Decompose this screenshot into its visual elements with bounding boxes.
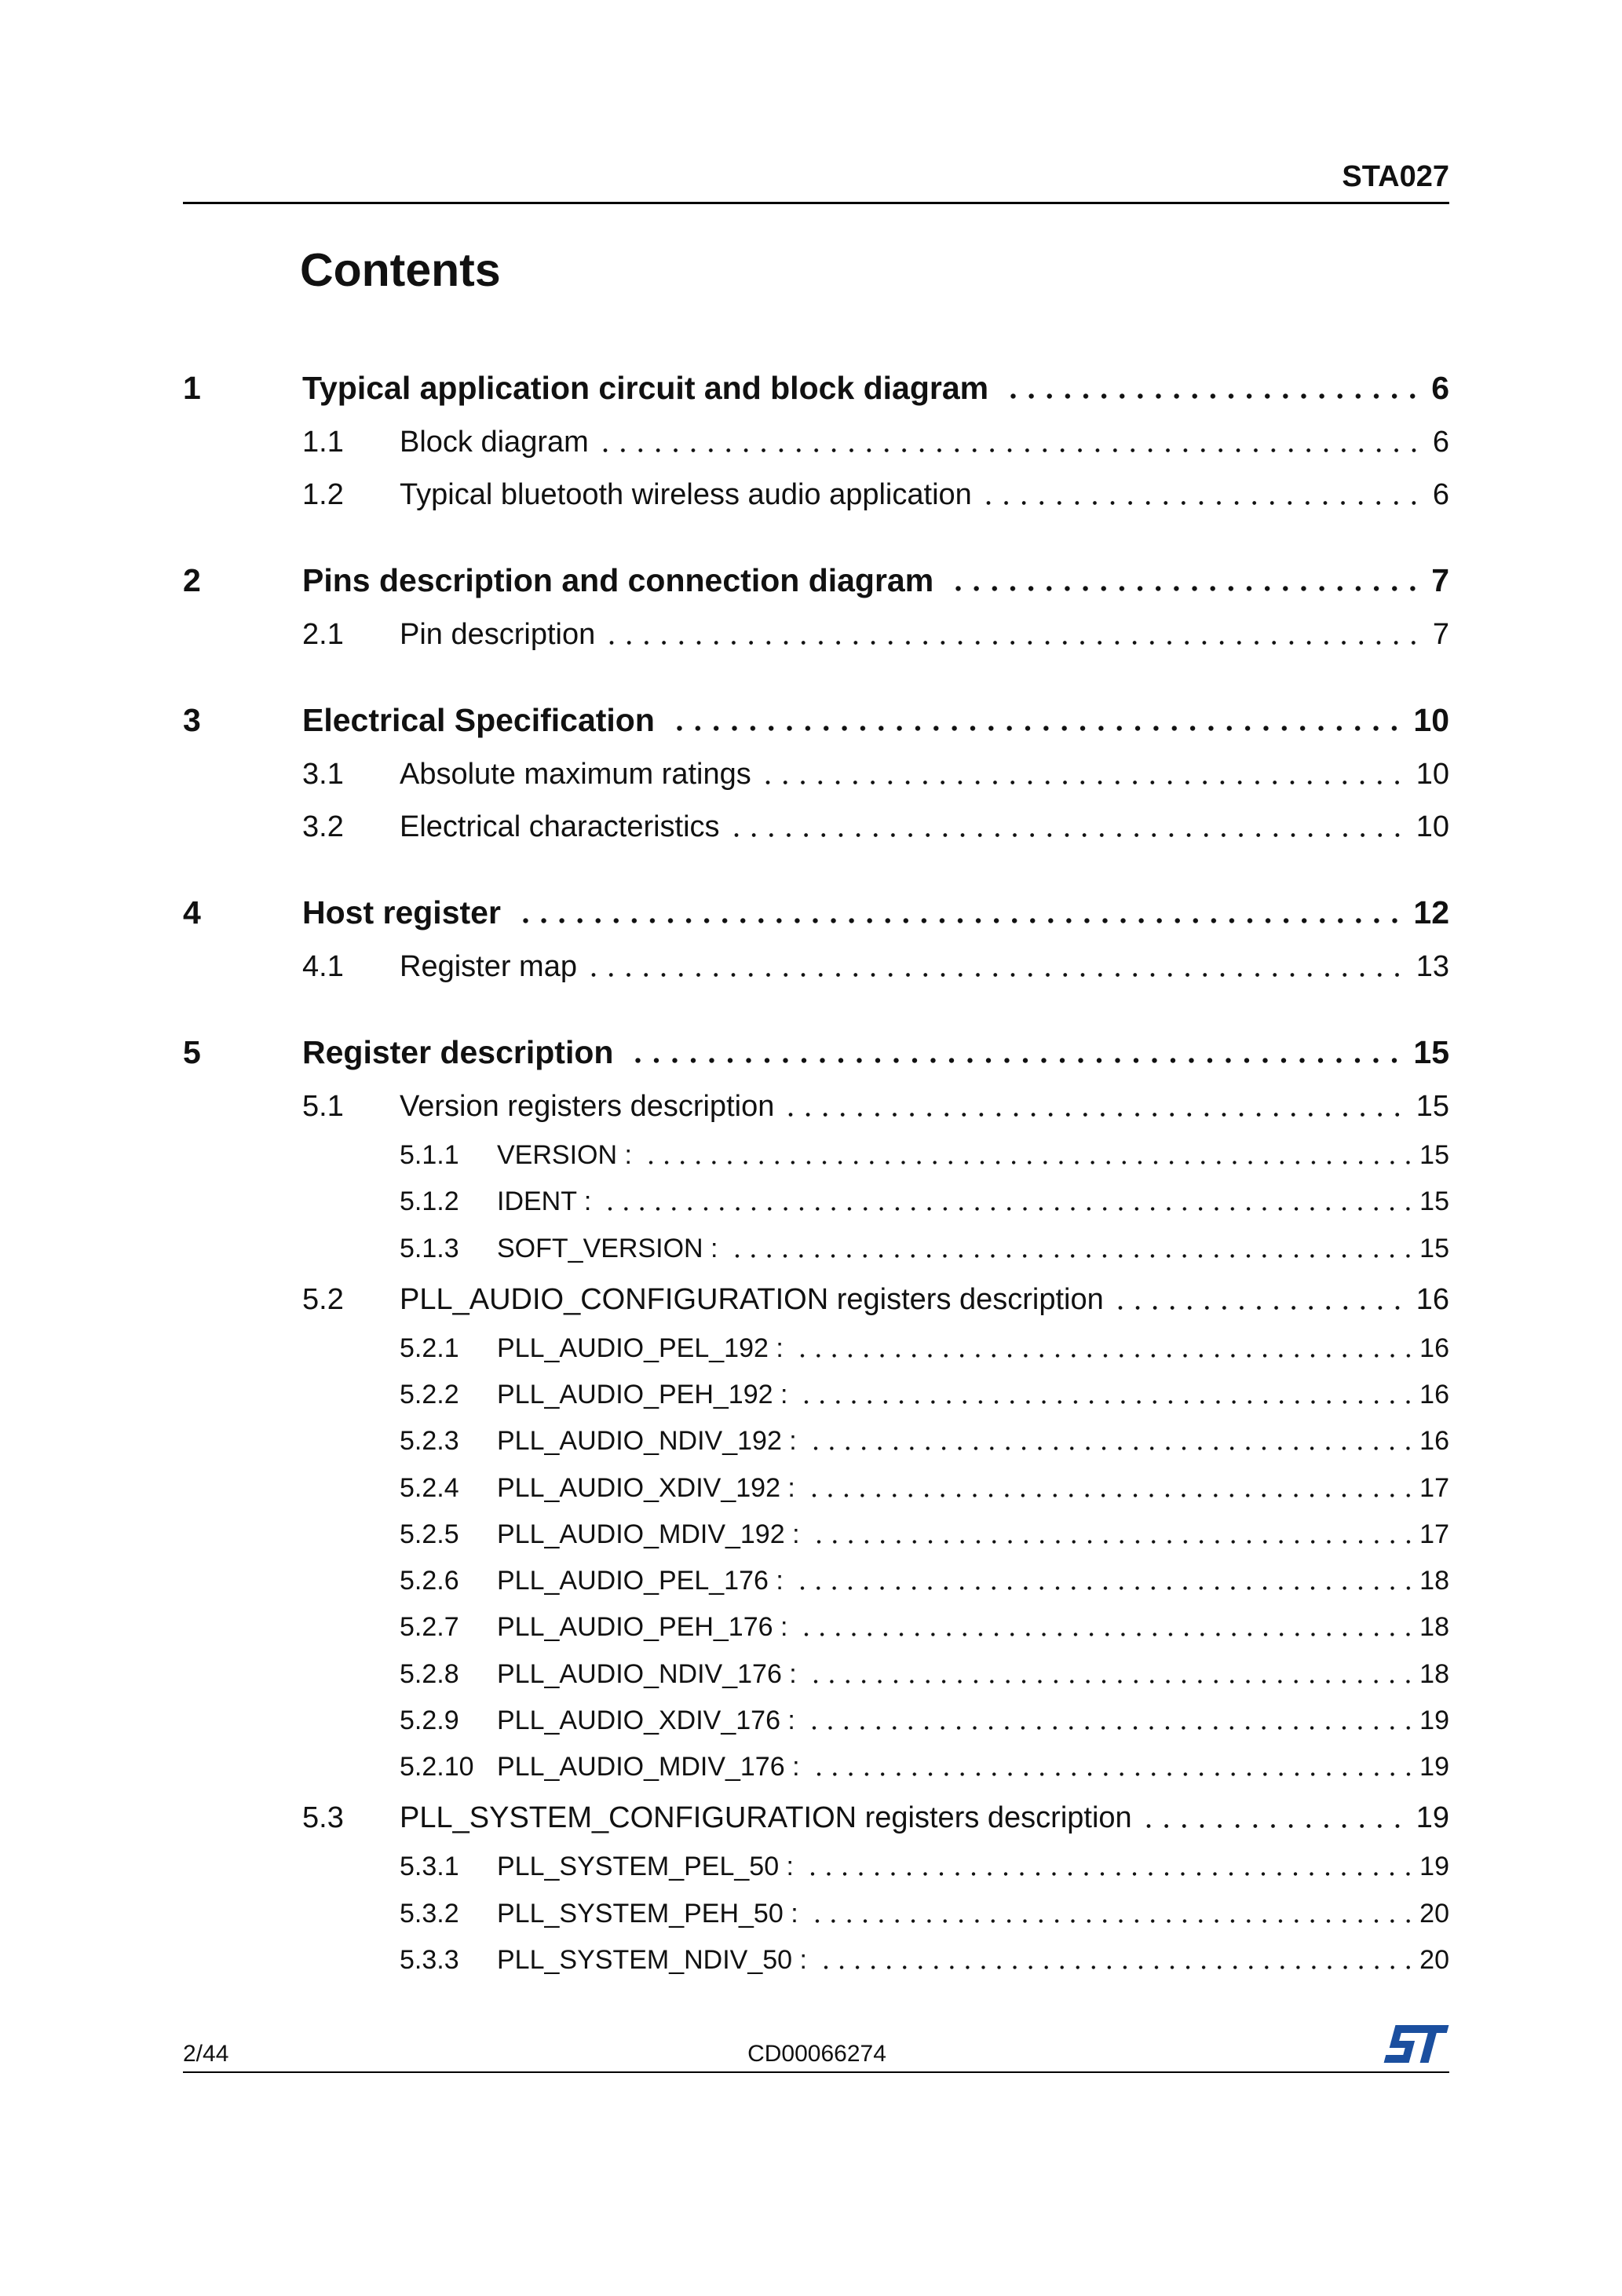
toc-entry-number: 5.3.1 [400, 1852, 459, 1882]
dot-leader [729, 1254, 1417, 1258]
dot-leader [805, 1872, 1416, 1876]
dot-leader [811, 1540, 1417, 1544]
toc-entry-title: SOFT_VERSION : [497, 1233, 718, 1263]
toc-entry-number: 5.2.6 [400, 1566, 459, 1596]
dot-leader [818, 1965, 1416, 1969]
toc-entry-5-1-2[interactable] [400, 1178, 1449, 1225]
toc-entry-number: 5.2.4 [400, 1472, 459, 1503]
footer-rule [183, 2071, 1449, 2073]
toc-entry-5-3-1[interactable] [400, 1843, 1449, 1890]
toc-entry-page: 6 [1431, 370, 1449, 406]
dot-leader [808, 1446, 1416, 1450]
toc-entry-number: 1.2 [302, 478, 344, 511]
toc-entry-title: PLL_AUDIO_NDIV_176 : [497, 1658, 797, 1689]
toc-entry-title: PLL_SYSTEM_PEH_50 : [497, 1898, 798, 1929]
toc-entry-number: 5.2.10 [400, 1752, 474, 1782]
toc-entry-5-1-1[interactable] [400, 1132, 1449, 1179]
toc-entry-number: 5.2.1 [400, 1333, 459, 1363]
dot-leader [798, 1400, 1416, 1404]
toc-entry-4[interactable] [183, 889, 1449, 936]
toc-entry-5-2-6[interactable] [400, 1557, 1449, 1604]
toc-entry-title: PLL_AUDIO_PEH_176 : [497, 1612, 788, 1643]
toc-entry-page: 20 [1419, 1944, 1449, 1975]
toc-entry-page: 16 [1419, 1333, 1449, 1363]
toc-entry-page: 6 [1432, 426, 1449, 459]
dot-leader [806, 1726, 1416, 1730]
dot-leader [980, 501, 1423, 505]
dot-leader [670, 726, 1404, 731]
toc-entry-title: Version registers description [400, 1090, 775, 1123]
document-id: STA027 [1342, 160, 1449, 193]
dot-leader [798, 1632, 1416, 1636]
dot-leader [585, 973, 1406, 977]
toc-entry-2[interactable] [183, 557, 1449, 604]
dot-leader [643, 1161, 1416, 1164]
toc-entry-title: PLL_AUDIO_PEL_176 : [497, 1566, 784, 1596]
toc-entry-number: 2.1 [302, 618, 344, 651]
toc-entry-number: 5.3.2 [400, 1898, 459, 1929]
dot-leader [517, 918, 1404, 923]
toc-entry-title: Pins description and connection diagram [302, 562, 934, 598]
toc-entry-title: Block diagram [400, 426, 589, 459]
toc-entry-page: 10 [1413, 702, 1449, 738]
dot-leader [1140, 1824, 1406, 1828]
toc-entry-5-2[interactable] [302, 1276, 1449, 1323]
document-code: CD00066274 [747, 2041, 886, 2067]
toc-entry-page: 15 [1419, 1186, 1449, 1217]
toc-entry-page: 15 [1413, 1034, 1449, 1070]
dot-leader [782, 1113, 1405, 1117]
toc-entry-1-1[interactable] [302, 419, 1449, 466]
toc-entry-page: 19 [1419, 1706, 1449, 1735]
toc-entry-page: 18 [1419, 1612, 1449, 1643]
toc-entry-title: PLL_AUDIO_CONFIGURATION registers description [400, 1282, 1104, 1316]
toc-entry-number: 5.2.7 [400, 1612, 459, 1643]
toc-entry-5-2-9[interactable] [400, 1697, 1449, 1744]
toc-entry-number: 5.1.3 [400, 1233, 459, 1263]
toc-entry-number: 3.2 [302, 810, 344, 843]
toc-entry-5-3[interactable] [302, 1794, 1449, 1841]
toc-entry-page: 6 [1432, 478, 1449, 511]
toc-entry-5-2-5[interactable] [400, 1511, 1449, 1558]
toc-entry-title: VERSION : [497, 1140, 632, 1170]
toc-entry-number: 3 [183, 702, 201, 738]
toc-entry-5-2-2[interactable] [400, 1371, 1449, 1418]
toc-entry-page: 7 [1431, 562, 1449, 598]
page-title: Contents [300, 244, 501, 296]
toc-entry-title: PLL_AUDIO_XDIV_192 : [497, 1472, 795, 1503]
toc-entry-number: 5.2 [302, 1282, 344, 1316]
toc-entry-page: 12 [1413, 894, 1449, 930]
toc-entry-5-2-3[interactable] [400, 1417, 1449, 1464]
toc-entry-page: 15 [1419, 1233, 1449, 1263]
st-logo-t-stem [1420, 2033, 1437, 2063]
toc-entry-title: PLL_AUDIO_PEL_192 : [497, 1333, 784, 1363]
toc-entry-5-2-7[interactable] [400, 1603, 1449, 1651]
toc-entry-title: Register description [302, 1034, 614, 1070]
toc-entry-5-2-4[interactable] [400, 1464, 1449, 1512]
page-number: 2/44 [183, 2041, 229, 2067]
toc-entry-5[interactable] [183, 1029, 1449, 1076]
toc-entry-number: 4.1 [302, 950, 344, 983]
toc-entry-5-1-3[interactable] [400, 1225, 1449, 1272]
toc-entry-number: 3.1 [302, 758, 344, 791]
toc-entry-page: 19 [1416, 1801, 1449, 1835]
toc-entry-title: Host register [302, 894, 501, 930]
toc-entry-5-3-3[interactable] [400, 1936, 1449, 1983]
toc-entry-number: 1.1 [302, 426, 344, 459]
toc-entry-number: 5.1 [302, 1090, 344, 1123]
toc-entry-number: 5.3.3 [400, 1944, 459, 1975]
toc-entry-number: 5.1.1 [400, 1140, 459, 1170]
toc-entry-page: 10 [1416, 758, 1449, 791]
dot-leader [811, 1772, 1417, 1776]
toc-entry-title: PLL_AUDIO_MDIV_176 : [497, 1752, 800, 1782]
toc-entry-5-2-10[interactable] [400, 1743, 1449, 1790]
dot-leader [806, 1493, 1416, 1497]
toc-entry-number: 5 [183, 1034, 201, 1070]
toc-entry-1-2[interactable] [302, 471, 1449, 518]
toc-entry-4-1[interactable] [302, 943, 1449, 990]
toc-entry-page: 16 [1416, 1282, 1449, 1316]
toc-entry-page: 19 [1419, 1852, 1449, 1882]
toc-entry-number: 5.2.5 [400, 1519, 459, 1549]
toc-entry-page: 16 [1419, 1426, 1449, 1457]
dot-leader [1112, 1306, 1406, 1310]
toc-entry-page: 20 [1419, 1898, 1449, 1929]
toc-entry-page: 10 [1416, 810, 1449, 843]
toc-entry-number: 5.2.3 [400, 1426, 459, 1457]
toc-entry-page: 18 [1419, 1658, 1449, 1689]
toc-entry-5-1[interactable] [302, 1083, 1449, 1130]
dot-leader [759, 781, 1406, 784]
dot-leader [809, 1919, 1417, 1923]
toc-entry-title: Absolute maximum ratings [400, 758, 751, 791]
toc-entry-title: PLL_AUDIO_PEH_192 : [497, 1379, 788, 1409]
toc-entry-page: 13 [1416, 950, 1449, 983]
st-logo-s-bottom [1384, 2055, 1412, 2063]
toc-entry-number: 5.1.2 [400, 1186, 459, 1217]
toc-entry-page: 18 [1419, 1566, 1449, 1596]
st-logo [1383, 2024, 1449, 2064]
toc-entry-5-2-1[interactable] [400, 1325, 1449, 1372]
toc-entry-5-2-8[interactable] [400, 1651, 1449, 1698]
toc-entry-title: Electrical characteristics [400, 810, 720, 843]
dot-leader [602, 1207, 1416, 1211]
toc-entry-number: 1 [183, 370, 201, 406]
dot-leader [949, 586, 1422, 591]
toc-entry-number: 5.2.2 [400, 1379, 459, 1409]
toc-entry-5-3-2[interactable] [400, 1890, 1449, 1937]
dot-leader [795, 1586, 1416, 1590]
toc-entry-page: 15 [1416, 1090, 1449, 1123]
toc-entry-page: 15 [1419, 1140, 1449, 1170]
toc-entry-title: Electrical Specification [302, 702, 655, 738]
toc-entry-page: 19 [1419, 1752, 1449, 1782]
dot-leader [629, 1058, 1404, 1063]
toc-entry-number: 5.3 [302, 1801, 344, 1835]
toc-entry-title: PLL_SYSTEM_PEL_50 : [497, 1852, 795, 1882]
toc-entry-3-2[interactable] [302, 803, 1449, 850]
header-rule [183, 202, 1449, 204]
toc-entry-title: Typical application circuit and block diagram [302, 370, 989, 406]
dot-leader [597, 448, 1423, 452]
toc-entry-3[interactable] [183, 696, 1449, 744]
toc-entry-page: 17 [1419, 1519, 1449, 1549]
toc-entry-title: PLL_AUDIO_XDIV_176 : [497, 1706, 795, 1735]
toc-entry-2-1[interactable] [302, 611, 1449, 658]
dot-leader [1004, 393, 1422, 399]
toc-entry-title: Pin description [400, 618, 596, 651]
dot-leader [808, 1680, 1416, 1684]
toc-entry-title: Register map [400, 950, 577, 983]
st-logo-s-middle [1390, 2041, 1415, 2048]
toc-entry-page: 7 [1432, 618, 1449, 651]
dot-leader [603, 641, 1423, 645]
toc-entry-title: Typical bluetooth wireless audio application [400, 478, 972, 511]
dot-leader [728, 833, 1406, 837]
toc-entry-3-1[interactable] [302, 751, 1449, 798]
toc-entry-title: PLL_AUDIO_NDIV_192 : [497, 1426, 797, 1457]
toc-entry-title: PLL_AUDIO_MDIV_192 : [497, 1519, 800, 1549]
dot-leader [795, 1354, 1416, 1358]
toc-entry-page: 17 [1419, 1472, 1449, 1503]
toc-entry-title: PLL_SYSTEM_NDIV_50 : [497, 1944, 807, 1975]
toc-entry-title: IDENT : [497, 1186, 592, 1217]
toc-entry-number: 2 [183, 562, 201, 598]
toc-entry-page: 16 [1419, 1379, 1449, 1409]
toc-entry-number: 5.2.9 [400, 1706, 459, 1735]
st-logo-bar [1394, 2025, 1449, 2033]
toc-entry-title: PLL_SYSTEM_CONFIGURATION registers description [400, 1801, 1132, 1835]
toc-entry-1[interactable] [183, 364, 1449, 411]
toc-entry-number: 4 [183, 894, 201, 930]
toc-entry-number: 5.2.8 [400, 1658, 459, 1689]
